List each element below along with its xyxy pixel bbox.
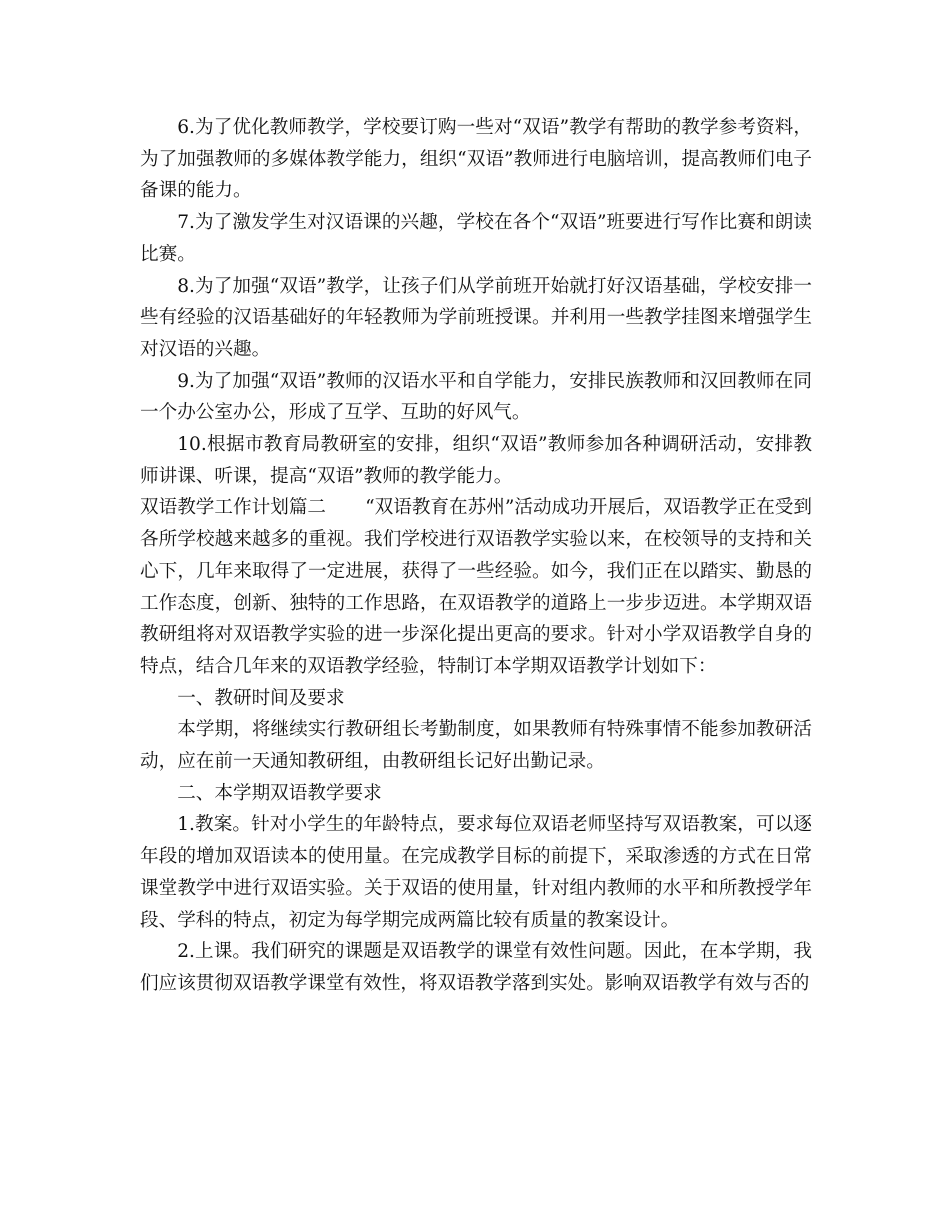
paragraph-item-10: 10.根据市教育局教研室的安排，组织“双语”教师参加各种调研活动，安排教师讲课、听课，提高“双语”教师的教学能力。 (140, 434, 812, 487)
paragraph-item-6: 6.为了优化教师教学，学校要订购一些对“双语”教学有帮助的教学参考资料，为了加强教师的多媒体教学能力，组织“双语”教师进行电脑培训，提高教师们电子备课的能力。 (140, 117, 812, 202)
section-intro-paragraph (140, 492, 812, 682)
section-intro-text: “双语教育在苏州”活动成功开展后，双语教学正在受到各所学校越来越多的重视。我们学校进行双语教学实验以来，在校领导的支持和关心下，几年来取得了一定进展，获得了一些经验。如今，我们正在以踏实、勤恳的工作态度，创新、独特的工作思路，在双语教学的道路上一步步迈进。本学期双语教研组将对双语教学实验的进一步深化提出更高的要求。针对小学双语教学自身的特点，结合几年来的双语教学经验，特制订本学期双语教学计划如下： (140, 497, 812, 677)
paragraph-class-teaching: 2.上课。我们研究的课题是双语教学的课堂有效性问题。因此，在本学期，我们应该贯彻双语教学课堂有效性，将双语教学落到实处。影响双语教学有效与否的 (140, 941, 812, 994)
heading-teaching-requirements: 二、本学期双语教学要求 (177, 782, 382, 804)
paragraph-item-9: 9.为了加强“双语”教师的汉语水平和自学能力，安排民族教师和汉回教师在同一个办公室办公，形成了互学、互助的好风气。 (140, 370, 812, 424)
document-page (140, 112, 812, 1000)
paragraph-item-7: 7.为了激发学生对汉语课的兴趣，学校在各个“双语”班要进行写作比赛和朗读比赛。 (140, 212, 812, 265)
section-title: 双语教学工作计划篇二 (140, 497, 327, 519)
paragraph-lesson-plan: 1.教案。针对小学生的年龄特点，要求每位双语老师坚持写双语教案，可以逐年段的增加双语读本的使用量。在完成教学目标的前提下，采取渗透的方式在日常课堂教学中进行双语实验。关于双语的使用量，针对组内教师的水平和所教授学年段、学科的特点，初定为每学期完成两篇比较有质量的教案设计。 (140, 814, 812, 931)
paragraph-item-8: 8.为了加强“双语”教学，让孩子们从学前班开始就打好汉语基础，学校安排一些有经验的汉语基础好的年轻教师为学前班授课。并利用一些教学挂图来增强学生对汉语的兴趣。 (140, 275, 812, 360)
heading-research-time: 一、教研时间及要求 (177, 687, 345, 709)
paragraph-research-time: 本学期，将继续实行教研组长考勤制度，如果教师有特殊事情不能参加教研活动，应在前一天通知教研组，由教研组长记好出勤记录。 (140, 719, 812, 773)
